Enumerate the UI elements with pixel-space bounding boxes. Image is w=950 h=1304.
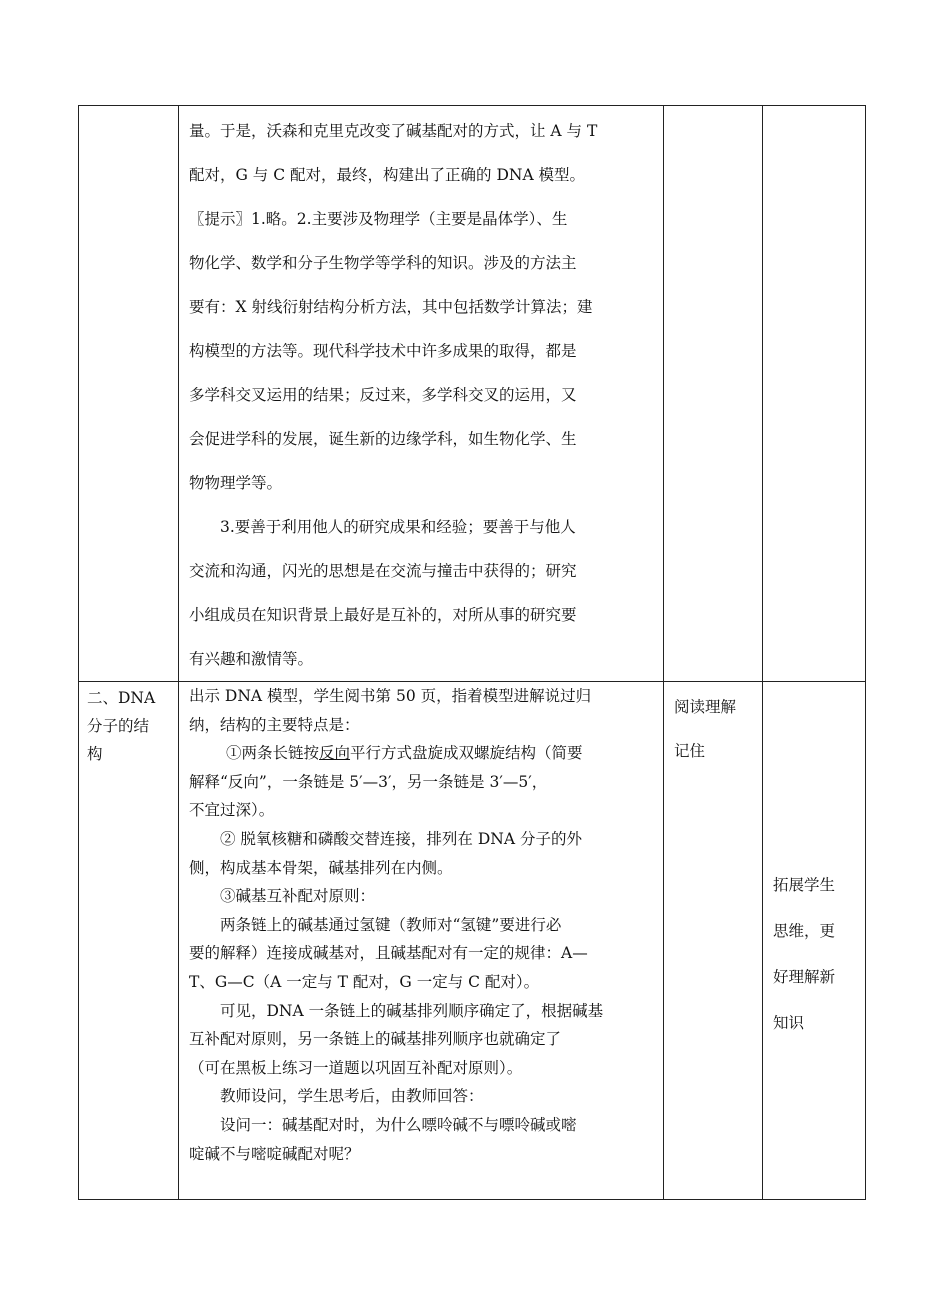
text-line: 可见，DNA 一条链上的碱基排列顺序确定了，根据碱基 bbox=[220, 1001, 604, 1020]
text-line: 交流和沟通，闪光的思想是在交流与撞击中获得的；研究 bbox=[189, 562, 577, 580]
student-activity-line: 记住 bbox=[674, 742, 706, 760]
section-title-line: 分子的结 bbox=[87, 717, 150, 735]
lesson-plan-table bbox=[78, 105, 866, 1200]
text-line: 配对，G 与 C 配对，最终，构建出了正确的 DNA 模型。 bbox=[189, 166, 586, 184]
text-line: 量。于是，沃森和克里克改变了碱基配对的方式，让 A 与 T bbox=[189, 122, 598, 140]
key-point-2: ② 脱氧核糖和磷酸交替连接，排列在 DNA 分子的外 bbox=[220, 829, 582, 848]
student-activity-cell bbox=[664, 682, 763, 1200]
section-cell bbox=[79, 106, 179, 682]
text-line: 教师设问，学生思考后，由教师回答： bbox=[220, 1087, 484, 1106]
underlined-term: 反向 bbox=[319, 744, 351, 763]
key-point-3: ③碱基互补配对原则： bbox=[220, 887, 376, 906]
section-title-line: 构 bbox=[87, 745, 103, 763]
design-intent-line: 知识 bbox=[773, 1014, 805, 1032]
text-line: 两条链上的碱基通过氢键（教师对“氢键”要进行必 bbox=[220, 915, 562, 934]
table-row bbox=[79, 682, 866, 1200]
design-intent-line: 好理解新 bbox=[773, 968, 836, 986]
text-line: 出示 DNA 模型，学生阅书第 50 页，指着模型进解说过归 bbox=[189, 687, 592, 705]
text-line: 会促进学科的发展，诞生新的边缘学科，如生物化学、生 bbox=[189, 430, 577, 448]
section-cell bbox=[79, 682, 179, 1200]
text-line: T、G—C（A 一定与 T 配对，G 一定与 C 配对）。 bbox=[189, 972, 540, 991]
text-line: 不宜过深）。 bbox=[189, 801, 275, 820]
text-span: 平行方式盘旋成双螺旋结构（简要 bbox=[350, 744, 583, 763]
text-line: 3.要善于利用他人的研究成果和经验；要善于与他人 bbox=[220, 518, 576, 536]
text-line: 〖提示〗1.略。2.主要涉及物理学（主要是晶体学）、生 bbox=[189, 210, 568, 228]
text-line: 多学科交叉运用的结果；反过来，多学科交叉的运用，又 bbox=[189, 386, 577, 404]
section-title-line: 二、DNA bbox=[87, 689, 156, 707]
text-line: （可在黑板上练习一道题以巩固互补配对原则）。 bbox=[189, 1058, 523, 1077]
design-intent-cell bbox=[763, 682, 866, 1200]
text-line: 物化学、数学和分子生物学等学科的知识。涉及的方法主 bbox=[189, 254, 577, 272]
content-cell bbox=[179, 106, 664, 682]
student-activity-cell bbox=[664, 106, 763, 682]
text-line: 物物理学等。 bbox=[189, 474, 283, 492]
text-line: 纳，结构的主要特点是： bbox=[189, 715, 360, 734]
text-line: 小组成员在知识背景上最好是互补的，对所从事的研究要 bbox=[189, 606, 577, 624]
text-line: 侧，构成基本骨架，碱基排列在内侧。 bbox=[189, 858, 453, 877]
text-line: 有兴趣和激情等。 bbox=[189, 650, 314, 668]
key-point-1 bbox=[189, 739, 663, 768]
text-line: 解释“反向”，一条链是 5′—3′，另一条链是 3′—5′， bbox=[189, 772, 548, 791]
text-line: 要有：X 射线衍射结构分析方法，其中包括数学计算法；建 bbox=[189, 298, 593, 316]
text-line: 构模型的方法等。现代科学技术中许多成果的取得，都是 bbox=[189, 342, 577, 360]
text-line: 互补配对原则，另一条链上的碱基排列顺序也就确定了 bbox=[189, 1030, 562, 1049]
design-intent-line: 思维，更 bbox=[773, 922, 836, 940]
content-cell bbox=[179, 682, 664, 1200]
design-intent-line: 拓展学生 bbox=[773, 876, 836, 894]
question-line: 啶碱不与嘧啶碱配对呢？ bbox=[189, 1144, 360, 1163]
table-row bbox=[79, 106, 866, 682]
student-activity-line: 阅读理解 bbox=[674, 698, 737, 716]
text-span: ①两条长链按 bbox=[226, 744, 320, 763]
text-line: 要的解释）连接成碱基对，且碱基配对有一定的规律：A— bbox=[189, 944, 588, 963]
question-line: 设问一：碱基配对时，为什么嘌呤碱不与嘌呤碱或嘧 bbox=[220, 1115, 577, 1134]
design-intent-cell bbox=[763, 106, 866, 682]
